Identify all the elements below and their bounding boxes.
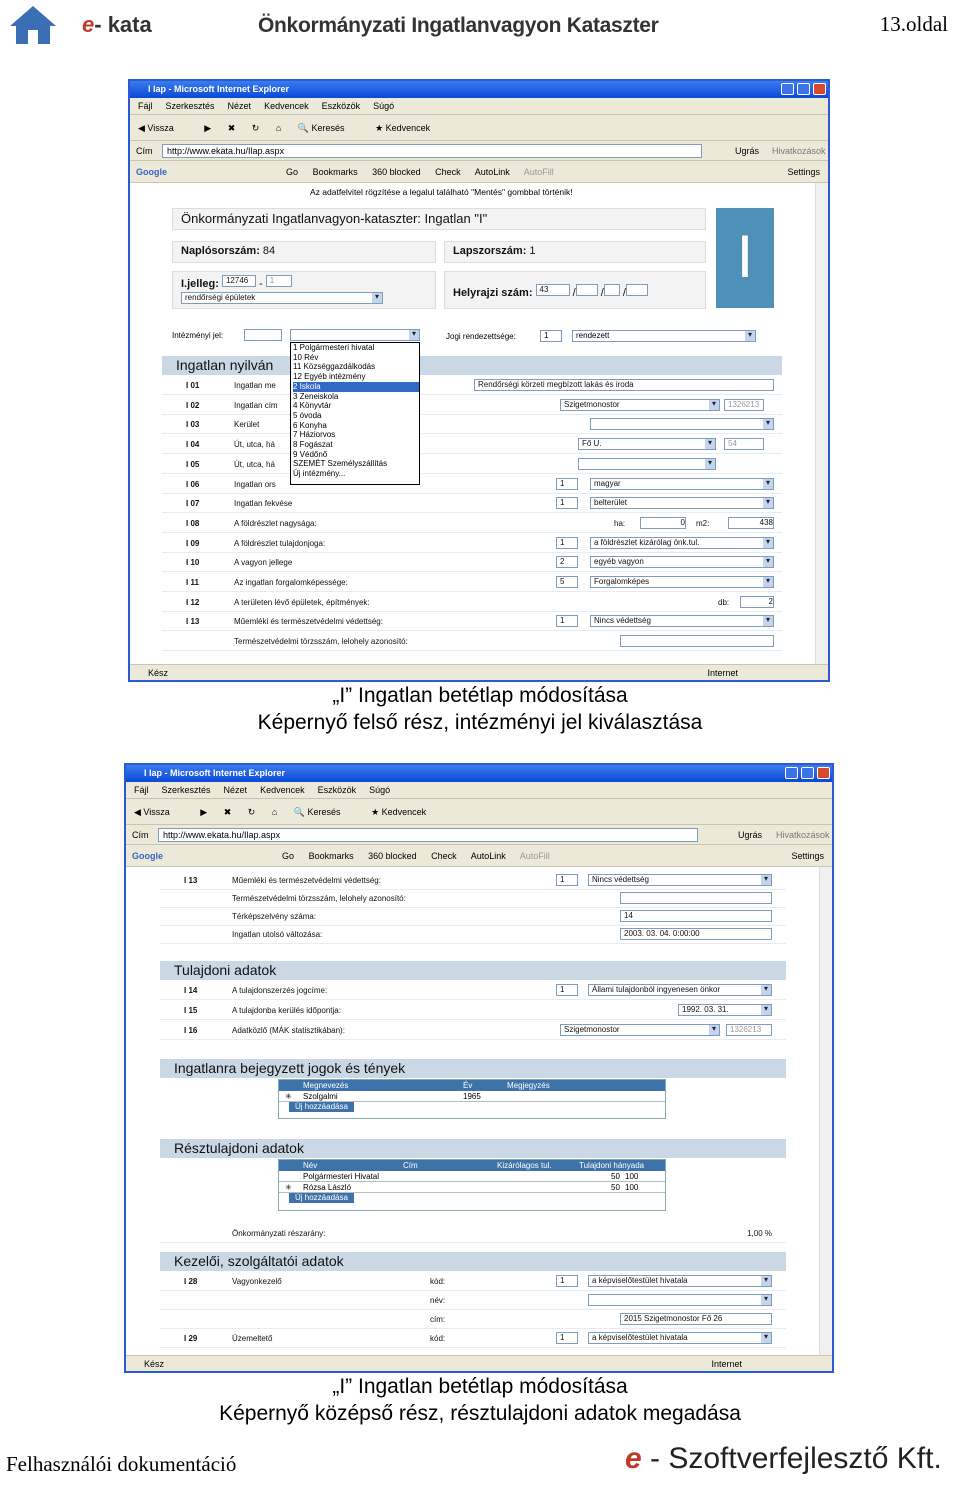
- refresh-icon[interactable]: ↻: [251, 123, 260, 133]
- dropdown-option[interactable]: 2 Iskola: [293, 382, 419, 392]
- row-value-field[interactable]: 14: [620, 910, 772, 922]
- row-value-field[interactable]: a képviselőtestület hivatala ▾: [588, 1275, 772, 1287]
- row-value-field[interactable]: [620, 892, 772, 904]
- row-code: I 14: [184, 986, 198, 995]
- dropdown-option[interactable]: 7 Háziorvos: [293, 430, 336, 440]
- page-content-1: [130, 183, 828, 664]
- m2-input[interactable]: 438: [728, 517, 774, 529]
- row-code-input[interactable]: 5: [556, 576, 578, 588]
- dropdown-option[interactable]: 9 Védőnő: [293, 449, 328, 459]
- row-sublabel: cím:: [430, 1315, 446, 1324]
- dropdown-option[interactable]: 5 óvoda: [293, 410, 322, 420]
- row-code: I 09: [186, 538, 200, 548]
- popup-blocked[interactable]: 360 blocked: [368, 851, 417, 861]
- form-row: [160, 1272, 786, 1291]
- row-code: I 13: [186, 617, 200, 627]
- autofill[interactable]: AutoFill: [519, 851, 550, 861]
- notice-text: Az adatfelvitel rögzítése a legalul található "Mentés" gombbal történik!: [310, 187, 573, 197]
- caption-2: „I” Ingatlan betétlap módosítása Képernyő középső rész, résztulajdoni adatok megadása: [219, 1375, 741, 1425]
- form-letter-badge: I: [716, 208, 774, 308]
- row-extra-field[interactable]: 1326213: [726, 1024, 772, 1036]
- row-label: Természetvédelmi törzsszám, lelohely azonosító:: [234, 637, 408, 647]
- row-label: A földrészlet tulajdonjoga:: [234, 538, 326, 548]
- menu-file[interactable]: Fájl: [134, 785, 149, 795]
- minimize-button[interactable]: [781, 83, 794, 95]
- maximize-button[interactable]: [797, 83, 810, 95]
- minimize-button[interactable]: [785, 767, 798, 779]
- row-label: Térképszelvény száma:: [232, 912, 317, 921]
- google-logo: Google: [132, 851, 163, 861]
- browser-window-1: [128, 79, 830, 682]
- reszt-row[interactable]: ✳ Rózsa László 50 100: [279, 1182, 665, 1193]
- status-bar: Kész Internet: [130, 664, 828, 681]
- forward-icon[interactable]: ▶: [204, 123, 212, 133]
- row-value-field[interactable]: 2003. 03. 04. 0:00:00: [620, 928, 772, 940]
- google-logo: Google: [136, 167, 167, 177]
- ekata-logo: e- kata: [82, 12, 152, 37]
- row-code: I 04: [186, 440, 200, 450]
- ijelleg-code-input[interactable]: 12746: [222, 275, 256, 287]
- back-button[interactable]: ◀ Vissza: [134, 807, 170, 817]
- row-label: Ingatlan me: [234, 381, 276, 390]
- row-code: I 06: [186, 479, 200, 489]
- dropdown-option[interactable]: 1 Polgármesteri hivatal: [293, 343, 375, 352]
- row-value-field[interactable]: [588, 1294, 772, 1306]
- menu-file[interactable]: Fájl: [138, 101, 153, 111]
- address-bar: Cím http://www.ekata.hu/Ilap.aspx Ugrás Hivatkozások: [130, 141, 828, 161]
- row-label: Vagyonkezelő: [232, 1277, 282, 1286]
- row-value-field[interactable]: Forgalomképes ▾: [590, 576, 774, 588]
- form-row: [162, 593, 782, 612]
- footer-company: e - Szoftverfejlesztő Kft.: [625, 1442, 942, 1475]
- menu-help[interactable]: Súgó: [369, 785, 391, 795]
- title-bar: I lap - Microsoft Internet Explorer: [130, 81, 828, 98]
- form-title: Önkormányzati Ingatlanvagyon-kataszter: Ingatlan "I": [172, 208, 706, 230]
- form-row: [160, 1291, 786, 1310]
- hrsz-input-4[interactable]: [626, 284, 648, 296]
- reszt-grid: [278, 1159, 666, 1211]
- row-label: A tulajdonszerzés jogcíme:: [232, 986, 328, 995]
- form-row: [162, 553, 782, 572]
- row-label: Ingatlan utolsó változása:: [232, 930, 323, 939]
- popup-blocked[interactable]: 360 blocked: [372, 167, 421, 177]
- ijelleg-sub-input[interactable]: 1: [266, 275, 292, 287]
- home-icon: [8, 4, 58, 46]
- row-code-input[interactable]: 1: [556, 984, 578, 996]
- intezmeny-select[interactable]: [290, 329, 420, 341]
- form-row: [162, 632, 782, 651]
- row-label: Adatközlő (MÁK statisztikában):: [232, 1026, 345, 1035]
- row-value-field[interactable]: 2015 Szigetmonostor Fő 26: [620, 1313, 772, 1325]
- intezmeny-label: Intézményi jel:: [172, 331, 224, 340]
- row-label: A vagyon jellege: [234, 558, 293, 568]
- row-label: Ingatlan ors: [234, 479, 276, 489]
- reszarany-row: Önkormányzati részarány: 1,00 %: [160, 1224, 786, 1243]
- reszt-grid-header: Név Cím Kizárólagos tul. Tulajdoni hányada: [279, 1160, 665, 1171]
- form-row: [162, 435, 782, 454]
- menu-edit[interactable]: Szerkesztés: [161, 785, 211, 795]
- jogok-grid-header: Megnevezés Év Megjegyzés: [279, 1080, 665, 1091]
- row-label: Természetvédelmi törzsszám, lelohely azonosító:: [232, 894, 406, 903]
- row-label: Ingatlan cím: [234, 400, 278, 410]
- jogok-grid: [278, 1079, 666, 1119]
- row-value-field[interactable]: magyar ▾: [590, 478, 774, 490]
- section-header: Ingatlan nyilván: [162, 356, 782, 375]
- url-input[interactable]: http://www.ekata.hu/Ilap.aspx: [162, 144, 702, 158]
- row-value-field[interactable]: a földrészlet kizárólag önk.tul. ▾: [590, 537, 774, 549]
- menu-view[interactable]: Nézet: [227, 101, 252, 111]
- url-input[interactable]: http://www.ekata.hu/Ilap.aspx: [158, 828, 698, 842]
- home-small-icon[interactable]: ⌂: [271, 807, 278, 817]
- form-row: [160, 981, 786, 1000]
- ha-input[interactable]: 0: [640, 517, 686, 529]
- row-value-field[interactable]: egyéb vagyon ▾: [590, 556, 774, 568]
- row-code: I 08: [186, 518, 200, 528]
- row-code: I 05: [186, 459, 200, 469]
- row-label: Műemléki és természetvédelmi védettség:: [232, 876, 381, 885]
- menu-favorites[interactable]: Kedvencek: [260, 785, 305, 795]
- dropdown-option[interactable]: 3 Zeneiskola: [293, 391, 339, 401]
- add-jog-button[interactable]: Új hozzáadása: [289, 1102, 354, 1112]
- row-sublabel: kód:: [430, 1277, 446, 1286]
- bookmarks-button[interactable]: Bookmarks: [312, 167, 358, 177]
- toolbar: [126, 799, 832, 825]
- form-row: [162, 415, 782, 434]
- row-label: Út, utca, há: [234, 440, 275, 450]
- row-code: I 11: [186, 578, 199, 587]
- stop-icon[interactable]: ✖: [223, 807, 232, 817]
- page-number: 13.oldal: [879, 12, 948, 36]
- back-button[interactable]: ◀ Vissza: [138, 123, 174, 133]
- google-go[interactable]: Go: [286, 167, 299, 177]
- row-value-field[interactable]: a képviselőtestület hivatala ▾: [588, 1332, 772, 1344]
- dropdown-option[interactable]: 10 Rév: [293, 352, 319, 362]
- autolink[interactable]: AutoLink: [470, 851, 506, 861]
- row-value-field[interactable]: [620, 635, 774, 647]
- lap-box: Lapszorszám: 1: [444, 241, 706, 263]
- home-small-icon[interactable]: ⌂: [275, 123, 282, 133]
- google-go[interactable]: Go: [282, 851, 295, 861]
- favorites-button[interactable]: ★ Kedvencek: [375, 123, 431, 133]
- header-title: Önkormányzati Ingatlanvagyon Kataszter: [258, 14, 659, 37]
- ijelleg-box: I.jelleg: 12746 - 1 rendőrségi épületek ▾: [172, 271, 436, 309]
- settings-button[interactable]: Settings: [791, 851, 824, 861]
- naplo-box: Naplósorszám: 84: [172, 241, 436, 263]
- dropdown-option[interactable]: 11 Községgazdálkodás: [293, 362, 376, 372]
- row-code: I 16: [184, 1026, 198, 1035]
- hrsz-input[interactable]: 43: [536, 284, 570, 296]
- row-value-field[interactable]: Nincs védettség ▾: [590, 615, 774, 627]
- intezmeny-code-input[interactable]: [244, 329, 282, 341]
- dropdown-option[interactable]: 12 Egyéb intézmény: [293, 372, 366, 382]
- jogok-header: Ingatlanra bejegyzett jogok és tények: [160, 1059, 786, 1078]
- row-label: A földrészlet nagysága:: [234, 518, 317, 528]
- form-row: [162, 376, 782, 395]
- maximize-button[interactable]: [801, 767, 814, 779]
- m2-label: m2:: [696, 518, 710, 528]
- stop-icon[interactable]: ✖: [227, 123, 236, 133]
- bookmarks-button[interactable]: Bookmarks: [308, 851, 354, 861]
- row-label: A területen lévő épületek, építmények:: [234, 597, 370, 607]
- menu-help[interactable]: Súgó: [373, 101, 395, 111]
- scrollbar[interactable]: [819, 867, 832, 1355]
- dropdown-option[interactable]: 6 Konyha: [293, 420, 327, 430]
- row-value-field[interactable]: [578, 458, 716, 470]
- search-button[interactable]: 🔍 Keresés: [297, 123, 345, 133]
- title-bar: I lap - Microsoft Internet Explorer: [126, 765, 832, 782]
- close-button[interactable]: [813, 83, 826, 95]
- db-label: db:: [718, 597, 730, 607]
- row-label: Üzemeltető: [232, 1334, 273, 1343]
- autolink[interactable]: AutoLink: [474, 167, 510, 177]
- menu-bar: [130, 98, 828, 115]
- row-code: I 29: [184, 1334, 198, 1343]
- row-code-input[interactable]: 1: [556, 1275, 578, 1287]
- hrsz-input-2[interactable]: [576, 284, 598, 296]
- forward-icon[interactable]: ▶: [200, 807, 208, 817]
- form-row: [160, 889, 786, 908]
- form-row: [160, 1329, 786, 1348]
- links-label: Hivatkozások: [776, 830, 830, 840]
- form-row: [162, 514, 782, 533]
- settings-button[interactable]: Settings: [787, 167, 820, 177]
- reszt-row[interactable]: Polgármesteri Hivatal 50 100: [279, 1171, 665, 1182]
- jogi-code-input[interactable]: 1: [540, 330, 562, 342]
- spell-check[interactable]: Check: [435, 167, 461, 177]
- go-button[interactable]: Ugrás: [738, 830, 763, 840]
- row-value-field[interactable]: [590, 418, 774, 430]
- row-code: I 01: [186, 381, 200, 390]
- jogok-row[interactable]: ✳ Szolgalmi 1965: [279, 1091, 665, 1102]
- row-value-field[interactable]: 1992. 03. 31. ▾: [678, 1004, 772, 1016]
- row-code-input[interactable]: 1: [556, 1332, 578, 1344]
- row-code-input[interactable]: 1: [556, 537, 578, 549]
- form-row: [162, 494, 782, 513]
- page-content-2: [126, 867, 832, 1355]
- jogi-label: Jogi rendezettsége:: [446, 332, 516, 341]
- row-code-input[interactable]: 1: [556, 874, 578, 886]
- row-value-field[interactable]: Fő U. ▾: [578, 438, 716, 450]
- jogi-select[interactable]: rendezett ▾: [572, 330, 756, 342]
- form-row: [160, 907, 786, 926]
- row-value-field[interactable]: Szigetmonostor ▾: [560, 399, 720, 411]
- row-code: I 12: [186, 597, 200, 607]
- row-label: Út, utca, há: [234, 459, 275, 469]
- row-code: I 10: [186, 558, 200, 568]
- google-toolbar: [130, 161, 828, 183]
- browser-window-2: [124, 763, 834, 1373]
- row-sublabel: név:: [430, 1296, 446, 1305]
- row-sublabel: kód:: [430, 1334, 446, 1343]
- row-value-field[interactable]: Szigetmonostor ▾: [560, 1024, 720, 1036]
- row-code: I 15: [184, 1006, 198, 1015]
- form-row: [160, 871, 786, 890]
- menu-view[interactable]: Nézet: [223, 785, 248, 795]
- autofill[interactable]: AutoFill: [523, 167, 554, 177]
- row-value-field[interactable]: belterület ▾: [590, 497, 774, 509]
- row-code-input[interactable]: 2: [556, 556, 578, 568]
- form-row: [162, 534, 782, 553]
- row-label: Az ingatlan forgalomképessége:: [234, 578, 348, 587]
- row-label: A tulajdonba kerülés időpontja:: [232, 1006, 341, 1015]
- row-code: I 02: [186, 400, 200, 410]
- links-label: Hivatkozások: [772, 146, 826, 156]
- menu-edit[interactable]: Szerkesztés: [165, 101, 215, 111]
- form-row: [160, 925, 786, 944]
- reszt-header: Résztulajdoni adatok: [160, 1139, 786, 1158]
- close-button[interactable]: [817, 767, 830, 779]
- form-row: [162, 573, 782, 592]
- form-row: [160, 1310, 786, 1329]
- search-button[interactable]: 🔍 Keresés: [293, 807, 341, 817]
- row-code: I 03: [186, 420, 200, 430]
- add-reszt-button[interactable]: Új hozzáadása: [289, 1193, 354, 1203]
- kezeloi-header: Kezelői, szolgáltatói adatok: [160, 1252, 786, 1271]
- row-code: I 07: [186, 499, 200, 509]
- db-input[interactable]: 2: [740, 596, 774, 608]
- form-row: [160, 1001, 786, 1020]
- row-code-input[interactable]: 1: [556, 497, 578, 509]
- menu-tools[interactable]: Eszközök: [321, 101, 361, 111]
- dropdown-option[interactable]: Új intézmény...: [293, 469, 346, 479]
- form-row: [162, 475, 782, 494]
- row-extra-field[interactable]: 1326213: [724, 399, 764, 411]
- dropdown-option[interactable]: 8 Fogászat: [293, 440, 333, 450]
- hrsz-input-3[interactable]: [604, 284, 620, 296]
- menu-bar: [126, 782, 832, 799]
- dropdown-option[interactable]: 4 Könyvtár: [293, 401, 332, 411]
- refresh-icon[interactable]: ↻: [247, 807, 256, 817]
- address-bar: Cím http://www.ekata.hu/Ilap.aspx Ugrás Hivatkozások: [126, 825, 832, 845]
- form-row: [162, 455, 782, 474]
- footer-doc-title: Felhasználói dokumentáció: [6, 1452, 237, 1476]
- go-button[interactable]: Ugrás: [735, 146, 760, 156]
- hrsz-box: Helyrajzi szám: 43 / / /: [444, 271, 706, 309]
- google-toolbar: [126, 845, 832, 867]
- form-row: [160, 1021, 786, 1040]
- row-value-field[interactable]: Nincs védettség ▾: [588, 874, 772, 886]
- row-code-input[interactable]: 1: [556, 615, 578, 627]
- row-extra-field[interactable]: 54: [724, 438, 764, 450]
- favorites-button[interactable]: ★ Kedvencek: [371, 807, 427, 817]
- menu-favorites[interactable]: Kedvencek: [264, 101, 309, 111]
- scrollbar[interactable]: [815, 183, 828, 664]
- form-row: [162, 396, 782, 415]
- toolbar: [130, 115, 828, 141]
- form-row: [162, 612, 782, 631]
- row-code-input[interactable]: 1: [556, 478, 578, 490]
- row-label: Kerület: [234, 420, 260, 430]
- row-label: Ingatlan fekvése: [234, 499, 293, 509]
- row-value-field[interactable]: Állami tulajdonból ingyenesen önkor ▾: [588, 984, 772, 996]
- intezmeny-dropdown-list[interactable]: [290, 342, 420, 485]
- row-code: I 13: [184, 876, 198, 885]
- dropdown-option[interactable]: SZEMÉT Személyszállítás: [293, 459, 388, 469]
- spell-check[interactable]: Check: [431, 851, 457, 861]
- tulajdoni-header: Tulajdoni adatok: [160, 961, 786, 980]
- menu-tools[interactable]: Eszközök: [317, 785, 357, 795]
- ijelleg-select[interactable]: rendőrségi épületek ▾: [181, 292, 383, 304]
- row-code: I 28: [184, 1277, 198, 1286]
- row-value-field[interactable]: Rendőrségi körzeti megbízott lakás és iroda: [474, 379, 774, 391]
- ha-label: ha:: [614, 518, 626, 528]
- caption-1: „I” Ingatlan betétlap módosítása Képernyő felső rész, intézményi jel kiválasztása: [257, 684, 703, 734]
- status-bar: Kész Internet: [126, 1355, 832, 1372]
- row-label: Műemléki és természetvédelmi védettség:: [234, 617, 383, 627]
